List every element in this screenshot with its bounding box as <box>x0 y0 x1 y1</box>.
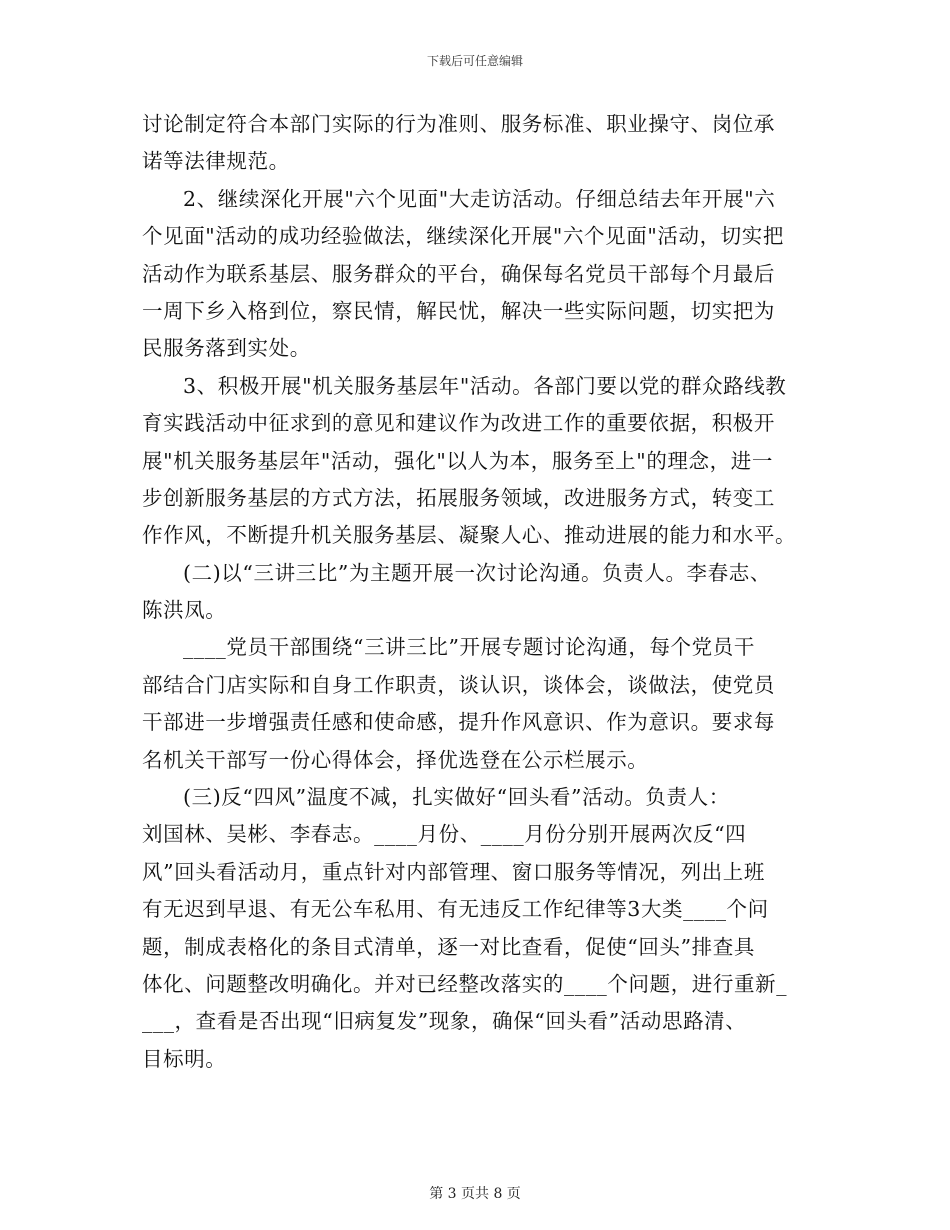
text-line: 刘国林、吴彬、李春志。____月份、____月份分别开展两次反“四 <box>142 822 747 847</box>
text-line: 讨论制定符合本部门实际的行为准则、服务标准、职业操守、岗位承 <box>142 112 775 136</box>
text-line: 体化、问题整改明确化。并对已经整改落实的____个问题，进行重新_ <box>142 971 788 996</box>
text-line: 展"机关服务基层年"活动，强化"以人为本，服务至上"的理念，进一 <box>142 448 773 473</box>
text-line: 有无迟到早退、有无公车私用、有无违反工作纪律等3大类____个问 <box>142 897 769 922</box>
text-line: ____党员干部围绕“三讲三比”开展专题讨论沟通，每个党员干 <box>183 635 755 660</box>
text-line: 一周下乡入格到位，察民情，解民忧，解决一些实际问题，切实把为 <box>142 298 775 323</box>
text-line: 诺等法律规范。 <box>142 149 290 174</box>
text-line: 2、继续深化开展"六个见面"大走访活动。仔细总结去年开展"六 <box>183 186 776 211</box>
text-line: 民服务落到实处。 <box>142 336 311 361</box>
text-line: 部结合门店实际和自身工作职责，谈认识，谈体会，谈做法，使党员 <box>142 672 775 697</box>
text-line: 风”回头看活动月，重点针对内部管理、窗口服务等情况，列出上班 <box>142 859 765 884</box>
text-line: 步创新服务基层的方式方法，拓展服务领域，改进服务方式，转变工 <box>142 485 775 510</box>
text-line: 陈洪凤。 <box>142 598 227 623</box>
page-header: 下载后可任意编辑 <box>426 54 523 68</box>
text-line: 3、积极开展"机关服务基层年"活动。各部门要以党的群众路线教 <box>183 373 787 398</box>
page-footer: 第 3 页共 8 页 <box>429 1186 521 1202</box>
text-line: ___，查看是否出现“旧病复发”现象，确保“回头看”活动思路清、 <box>142 1009 747 1034</box>
text-line: 名机关干部写一份心得体会，择优选登在公示栏展示。 <box>142 747 649 772</box>
text-line: 题，制成表格化的条目式清单，逐一对比查看，促使“回头”排查具 <box>142 934 755 959</box>
text-line: 育实践活动中征求到的意见和建议作为改进工作的重要依据，积极开 <box>142 411 775 436</box>
text-line: 作作风，不断提升机关服务基层、凝聚人心、推动进展的能力和水平。 <box>142 523 797 548</box>
text-line: 活动作为联系基层、服务群众的平台，确保每名党员干部每个月最后 <box>142 261 775 286</box>
text-line: 目标明。 <box>142 1046 227 1071</box>
text-line: 个见面"活动的成功经验做法，继续深化开展"六个见面"活动，切实把 <box>142 224 784 249</box>
text-line: (三)反“四风”温度不减，扎实做好“回头看”活动。负责人： <box>183 785 730 810</box>
text-line: (二)以“三讲三比”为主题开展一次讨论沟通。负责人。李春志、 <box>183 560 771 585</box>
text-line: 干部进一步增强责任感和使命感，提升作风意识、作为意识。要求每 <box>142 710 775 735</box>
document-body <box>142 106 814 1078</box>
